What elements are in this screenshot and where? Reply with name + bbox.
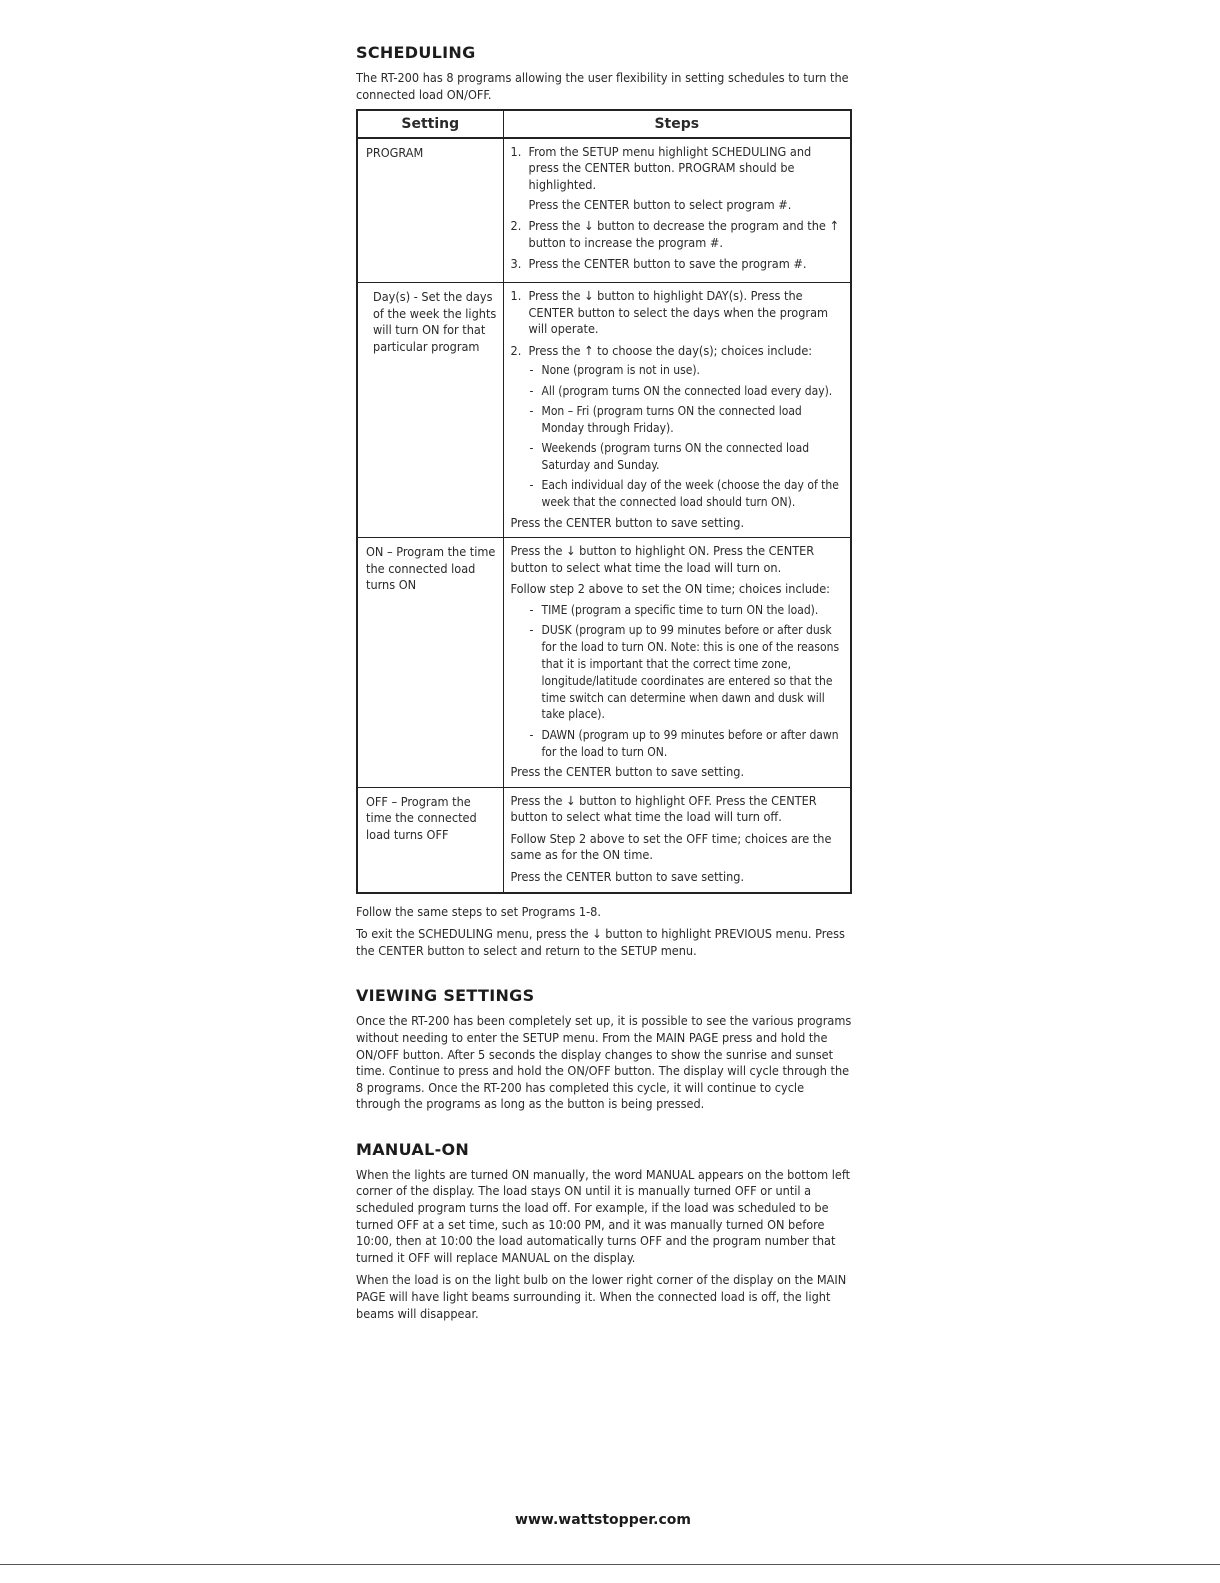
list-item: - None (program is not in use). [529,363,700,378]
list-item: - DUSK (program up to 99 minutes before or after dusk for the load to turn ON. Note: this is one of the reasons that it is important that the correct time zone, longitude/latitude coordinates are entered so that the time switch can determine when dawn and dusk will take place). [529,623,840,722]
step-text: Press the ↑ to choose the day(s); choices include: [528,342,813,358]
list-item: - Each individual day of the week (choose the day of the week that the connected load should turn ON). [529,478,839,510]
list-item: - Mon – Fri (program turns ON the connected load Monday through Friday). [529,404,802,435]
page-content [356,44,852,1322]
setting-cell-days: Day(s) - Set the days of the week the lights will turn ON for that particular program [357,282,503,537]
list-item: - TIME (program a specific time to turn ON the load). [529,603,819,618]
list-item-text: None (program is not in use). [541,363,700,378]
step [511,256,845,273]
step-paragraph: Press the ↓ button to highlight ON. Press the CENTER button to select what time the load will turn on. [510,543,815,575]
step [511,197,845,214]
setting-cell-program: PROGRAM [357,138,503,283]
step [511,218,845,251]
step [511,144,845,194]
steps-cell-program [503,138,851,283]
step [511,343,845,360]
list-item-text: Weekends (program turns ON the connected load Saturday and Sunday. [541,441,810,473]
list-item: - Weekends (program turns ON the connected load Saturday and Sunday. [529,441,810,473]
viewing-settings-section [356,987,852,1113]
scheduling-heading: SCHEDULING [356,43,476,62]
steps-cell-days [503,282,851,537]
step-number: 1. [510,287,522,303]
list-item-text: All (program turns ON the connected load every day). [541,383,833,398]
list-item-text: TIME (program a specific time to turn ON the load). [541,603,819,618]
page-bottom-divider [0,1564,1220,1565]
steps-cell-off [503,787,851,892]
manual-body-1: When the lights are turned ON manually, the word MANUAL appears on the bottom left corner of the display. The load stays ON until it is manually turned OFF or until a scheduled program turns the load off. For example, if the load was scheduled to be turned OFF at a set time, such as 10:00 PM, and it was manually turned ON before 10:00, then at 10:00 the load automatically turns OFF and the program number that turned it OFF will replace MANUAL on the display. [356,1166,851,1265]
step-paragraph: Press the CENTER button to save setting. [510,868,745,884]
closing-text: Press the CENTER button to save setting. [510,763,745,779]
list-item-text: DAWN (program up to 99 minutes before or after dawn for the load to turn ON. [541,727,839,759]
table-header-row [357,110,851,138]
list-item: - DAWN (program up to 99 minutes before or after dawn for the load to turn ON. [529,727,839,759]
setting-cell-off: OFF – Program the time the connected load turns OFF [357,787,503,892]
steps-cell-on [503,538,851,787]
list-item: - All (program turns ON the connected load every day). [529,383,833,398]
step-text: Press the ↓ button to highlight DAY(s). Press the CENTER button to select the days when the program will operate. [528,287,829,337]
table-row [357,138,851,283]
step-text: Press the ↓ button to decrease the program and the ↑ button to increase the program #. [528,218,839,250]
scheduling-table [356,109,852,893]
step-text: Press the CENTER button to save the program #. [528,256,807,272]
step-number: 1. [510,143,522,159]
scheduling-after-1: Follow the same steps to set Programs 1-8. [356,903,601,919]
list-item-text: Each individual day of the week (choose the day of the week that the connected load should turn ON). [541,478,839,510]
table-row [357,787,851,892]
step-number: 2. [510,218,522,234]
step-text: From the SETUP menu highlight SCHEDULING and press the CENTER button. PROGRAM should be highlighted. [528,143,812,192]
step-number: 2. [510,342,522,358]
scheduling-intro: The RT-200 has 8 programs allowing the user flexibility in setting schedules to turn the connected load ON/OFF. [356,70,849,102]
footer-url: www.wattstopper.com [515,1512,691,1528]
step-paragraph: Follow step 2 above to set the ON time; choices include: [510,581,830,597]
header-steps: Steps [503,110,851,138]
viewing-body: Once the RT-200 has been completely set up, it is possible to see the various programs without needing to enter the SETUP menu. From the MAIN PAGE press and hold the ON/OFF button. After 5 seconds the display changes to show the sunrise and sunset time. Continue to press and hold the ON/OFF button. The display will cycle through the 8 programs. Once the RT-200 has completed this cycle, it will continue to cycle through the programs as long as the button is being pressed. [356,1013,852,1112]
list-item-text: DUSK (program up to 99 minutes before or after dusk for the load to turn ON. Note: this is one of the reasons that it is important that the correct time zone, longitude/latitude coordinates are entered so that the time switch can determine when dawn and dusk will take place). [541,623,840,722]
step [511,288,845,338]
viewing-heading: VIEWING SETTINGS [356,986,535,1006]
manual-on-section [356,1141,852,1322]
table-row [357,282,851,537]
step-paragraph: Follow Step 2 above to set the OFF time; choices are the same as for the ON time. [510,830,832,863]
manual-body-2: When the load is on the light bulb on the lower right corner of the display on the MAIN PAGE will have light beams surrounding it. When the connected load is off, the light beams will disappear. [356,1272,847,1321]
closing-text: Press the CENTER button to save setting. [510,514,745,530]
scheduling-after-2: To exit the SCHEDULING menu, press the ↓ button to highlight PREVIOUS menu. Press the CENTER button to select and return to the SETUP menu. [356,926,845,958]
list-item-text: Mon – Fri (program turns ON the connected load Monday through Friday). [541,404,802,435]
step-text: Press the CENTER button to select program #. [528,196,792,212]
step-number: 3. [510,256,522,272]
step-paragraph: Press the ↓ button to highlight OFF. Press the CENTER button to select what time the load will turn off. [510,792,817,825]
table-row [357,538,851,787]
header-setting: Setting [357,110,503,138]
manual-heading: MANUAL-ON [356,1139,470,1159]
setting-cell-on: ON – Program the time the connected load turns ON [357,538,503,787]
